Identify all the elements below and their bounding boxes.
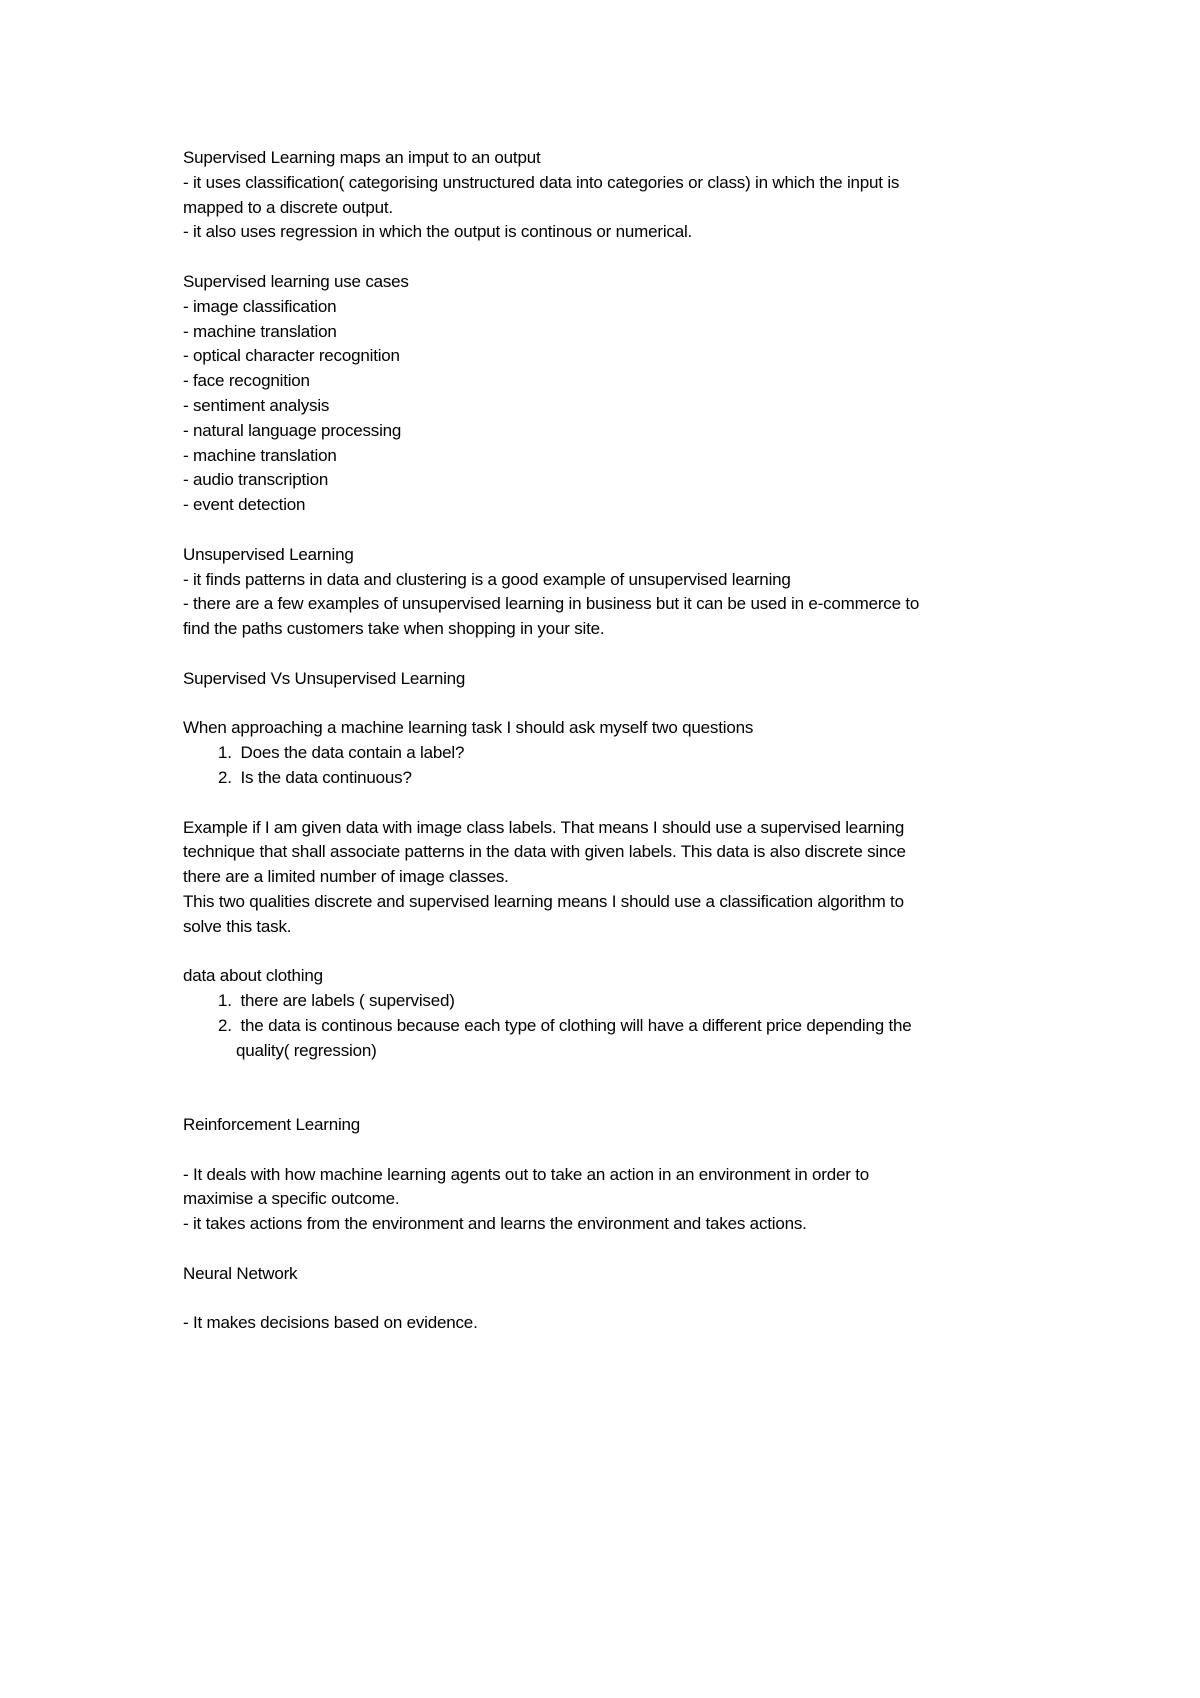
use-case-item: - machine translation	[183, 321, 337, 341]
reinforcement-heading: Reinforcement Learning	[183, 1115, 361, 1135]
spacer	[183, 1287, 1033, 1312]
spacer	[183, 518, 1033, 543]
clothing-text: the data is continous because each type of clothing will have a different price depending the	[240, 1015, 912, 1035]
document-body	[183, 146, 1033, 1336]
supervised-heading: Supervised Learning maps an imput to an output	[183, 148, 541, 167]
list-number: 2.	[218, 1015, 232, 1035]
reinforcement-line-1: - It deals with how machine learning agents out to take an action in an environment in order to	[183, 1164, 869, 1184]
neural-network-heading: Neural Network	[183, 1263, 298, 1283]
spacer	[183, 940, 1033, 965]
supervised-line-2: mapped to a discrete output.	[183, 197, 393, 217]
use-case-item: - machine translation	[183, 445, 337, 465]
use-case-item: - sentiment analysis	[183, 395, 330, 415]
supervised-line-1: - it uses classification( categorising unstructured data into categories or class) in which the input is	[183, 172, 900, 192]
unsupervised-line-2: - there are a few examples of unsupervised learning in business but it can be used in e-commerce to	[183, 594, 920, 614]
list-number: 1.	[218, 743, 232, 763]
example-line-3: there are a limited number of image classes.	[183, 867, 509, 887]
unsupervised-heading: Unsupervised Learning	[183, 544, 354, 564]
list-number: 1.	[218, 991, 232, 1011]
reinforcement-line-3: - it takes actions from the environment and learns the environment and takes actions.	[183, 1214, 807, 1234]
use-case-item: - optical character recognition	[183, 346, 400, 366]
example-line-5: solve this task.	[183, 916, 292, 936]
approach-intro: When approaching a machine learning task I should ask myself two questions	[183, 718, 754, 738]
unsupervised-line-3: find the paths customers take when shopping in your site.	[183, 619, 605, 639]
clothing-item-continuation: quality( regression)	[236, 1040, 377, 1060]
use-case-item: - event detection	[183, 495, 306, 515]
spacer	[183, 1237, 1033, 1262]
question-text: Does the data contain a label?	[240, 743, 465, 763]
supervised-line-3: - it also uses regression in which the output is continous or numerical.	[183, 222, 693, 242]
question-item	[183, 741, 1033, 766]
comparison-heading: Supervised Vs Unsupervised Learning	[183, 668, 466, 688]
example-line-1: Example if I am given data with image class labels. That means I should use a supervised learning	[183, 817, 905, 837]
use-case-item: - image classification	[183, 296, 337, 316]
spacer	[183, 1138, 1033, 1163]
clothing-text: there are labels ( supervised)	[240, 991, 455, 1011]
list-number: 2.	[218, 767, 232, 787]
question-text: Is the data continuous?	[240, 767, 412, 787]
example-line-2: technique that shall associate patterns in the data with given labels. This data is also discrete since	[183, 842, 906, 862]
spacer	[183, 1063, 1033, 1113]
clothing-item	[183, 1014, 1033, 1039]
clothing-item	[183, 989, 1033, 1014]
spacer	[183, 642, 1033, 667]
unsupervised-line-1: - it finds patterns in data and clustering is a good example of unsupervised learning	[183, 569, 791, 589]
neural-network-line-1: - It makes decisions based on evidence.	[183, 1313, 478, 1333]
spacer	[183, 245, 1033, 270]
use-cases-heading: Supervised learning use cases	[183, 271, 409, 291]
reinforcement-line-2: maximise a specific outcome.	[183, 1189, 400, 1209]
spacer	[183, 692, 1033, 717]
example-line-4: This two qualities discrete and supervised learning means I should use a classification algorithm to	[183, 891, 904, 911]
clothing-heading: data about clothing	[183, 966, 323, 986]
use-case-item: - face recognition	[183, 371, 310, 391]
use-case-item: - natural language processing	[183, 420, 402, 440]
use-case-item: - audio transcription	[183, 470, 329, 490]
spacer	[183, 791, 1033, 816]
question-item	[183, 766, 1033, 791]
